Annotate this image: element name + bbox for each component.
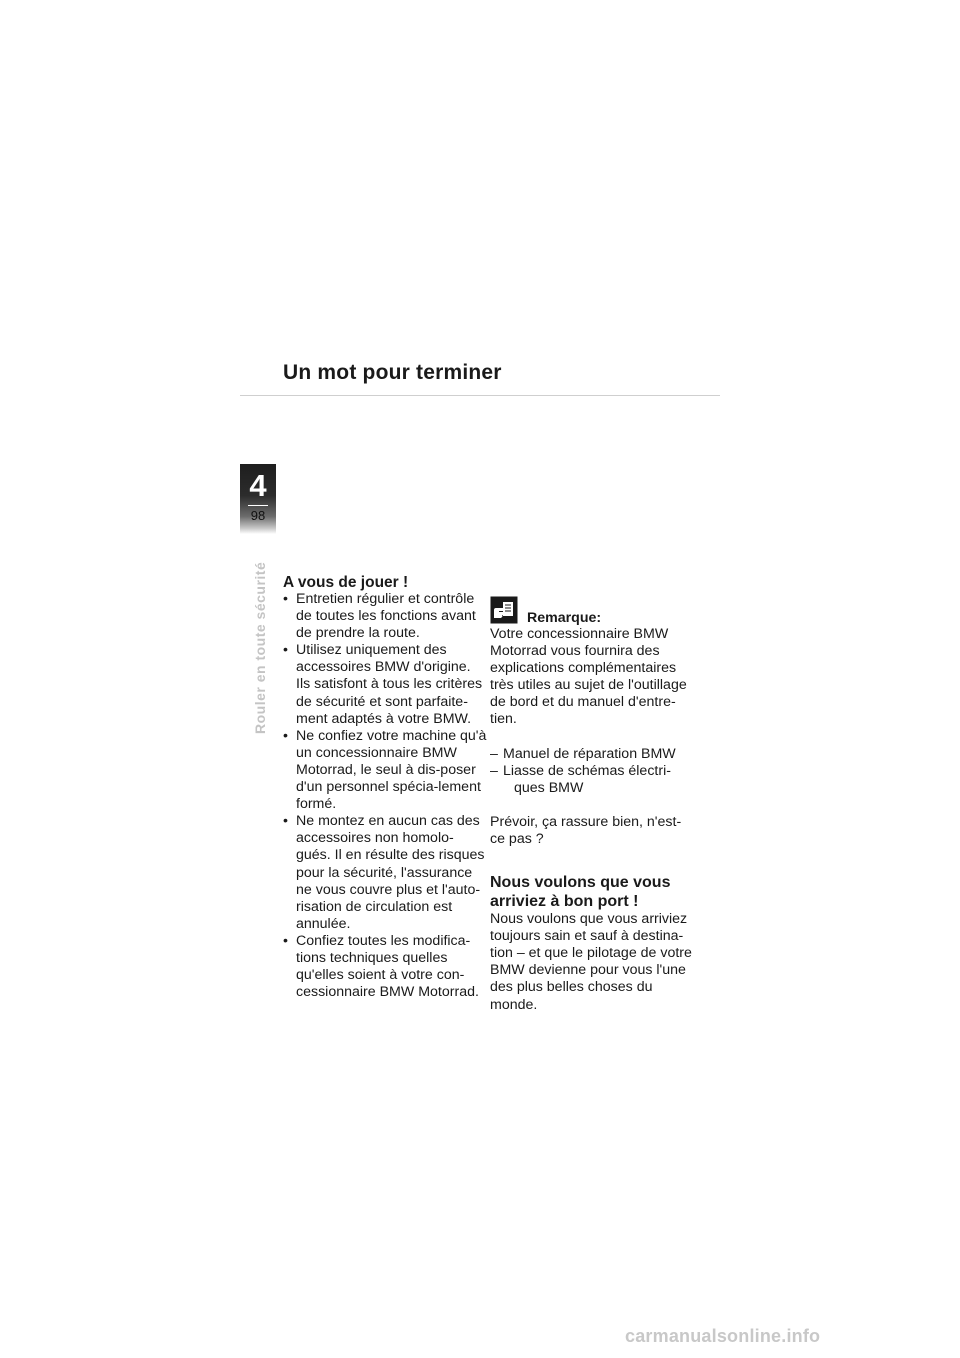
- chapter-number: 4: [249, 468, 267, 503]
- title-divider: [240, 395, 720, 396]
- page-number: 98: [250, 508, 266, 523]
- left-column: [283, 574, 488, 1001]
- note-label: Remarque:: [527, 610, 602, 626]
- list-item: • Entretien régulier et contrôle de toutes les fonctions avant de prendre la route.: [283, 591, 488, 642]
- right-column: [490, 590, 695, 1014]
- closing-paragraph: Nous voulons que vous arriviez toujours sain et sauf à destina-tion – et que le pilotage de votre BMW devienne pour vous l'une des plus belles choses du monde.: [490, 911, 692, 1013]
- advice-list: [283, 591, 488, 1001]
- section-heading-a-vous-de-jouer: A vous de jouer !: [283, 574, 409, 591]
- documents-list: [490, 746, 695, 797]
- note-hand-icon: [490, 596, 518, 624]
- list-item: • Utilisez uniquement des accessoires BMW d'origine. Ils satisfont à tous les critères de sécurité et sont parfaite-ment adaptés à votre BMW.: [283, 642, 488, 727]
- section-heading-bon-port: Nous voulons que vous arriviez à bon port !: [490, 874, 671, 911]
- chapter-divider: [248, 505, 268, 506]
- list-item: – Manuel de réparation BMW: [490, 746, 695, 763]
- page-title: Un mot pour terminer: [283, 361, 502, 384]
- closing-remark: Prévoir, ça rassure bien, n'est-ce pas ?: [490, 813, 682, 847]
- list-item: • Confiez toutes les modifica-tions techniques quelles qu'elles soient à votre con-cessionnaire BMW Motorrad.: [283, 933, 488, 1001]
- watermark: carmanualsonline.info: [625, 1326, 821, 1346]
- chapter-tab: [240, 464, 276, 534]
- list-item: • Ne confiez votre machine qu'à un concessionnaire BMW Motorrad, le seul à dis-poser d'un personnel spécia-lement formé.: [283, 728, 488, 813]
- list-item: • Ne montez en aucun cas des accessoires non homolo-gués. Il en résulte des risques pour la sécurité, l'assurance ne vous couvre plus et l'auto-risation de circulation est annulée.: [283, 813, 488, 933]
- list-item: – Liasse de schémas électri-ques BMW: [490, 763, 695, 797]
- note-header: [490, 590, 695, 624]
- note-text: Votre concessionnaire BMW Motorrad vous fournira des explications complémentaires très utiles au sujet de l'outillage de bord et du manuel d'entre-tien.: [490, 626, 687, 728]
- side-section-label: Rouler en toute sécurité: [252, 561, 268, 734]
